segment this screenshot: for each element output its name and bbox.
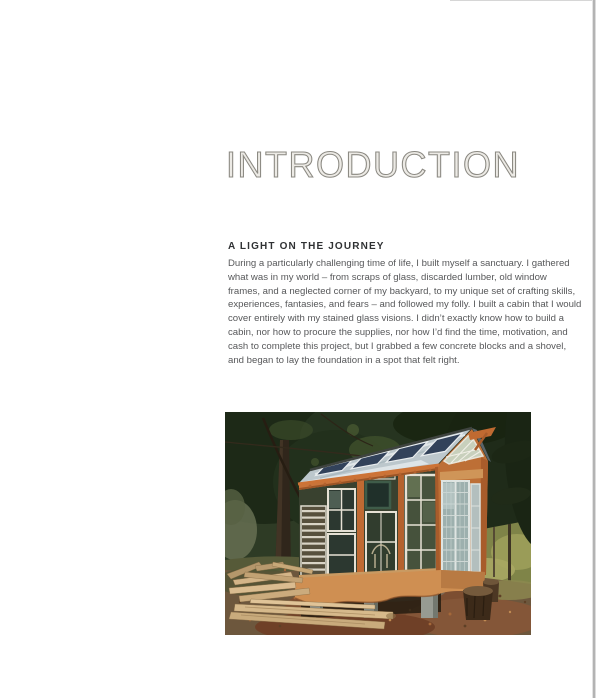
paragraph-line: During a particularly challenging time of life, I built myself a sanctuary. I gathered — [228, 258, 570, 269]
page-right-edge-line — [593, 0, 595, 698]
paragraph-line: and began to lay the foundation in a spot that felt right. — [228, 354, 460, 366]
paragraph-line: cover entirely with my stained glass visions. I didn’t exactly know how to build a — [228, 313, 564, 325]
chapter-title: INTRODUCTION — [226, 144, 520, 185]
page-top-edge-line — [450, 0, 596, 1]
intro-paragraph — [228, 257, 581, 367]
paragraph-line: cabin, nor how to procure the supplies, nor how I’d find the time, motivation, and — [228, 326, 568, 338]
cabin-photo — [225, 412, 531, 635]
french-door — [442, 481, 469, 573]
paragraph-line: frames, and a neglected corner of my backyard, to my unique set of crafting skills, — [228, 285, 576, 297]
paragraph-line: what was in my world – from scraps of glass, discarded lumber, old window — [228, 271, 547, 283]
paragraph-line: cash to complete this project, but I grabbed a few concrete blocks and a shovel, — [228, 340, 567, 352]
paragraph-line: experiences, fantasies, and fears – and followed my folly. I built a cabin that I would — [228, 299, 582, 311]
section-heading: A LIGHT ON THE JOURNEY — [228, 241, 385, 252]
